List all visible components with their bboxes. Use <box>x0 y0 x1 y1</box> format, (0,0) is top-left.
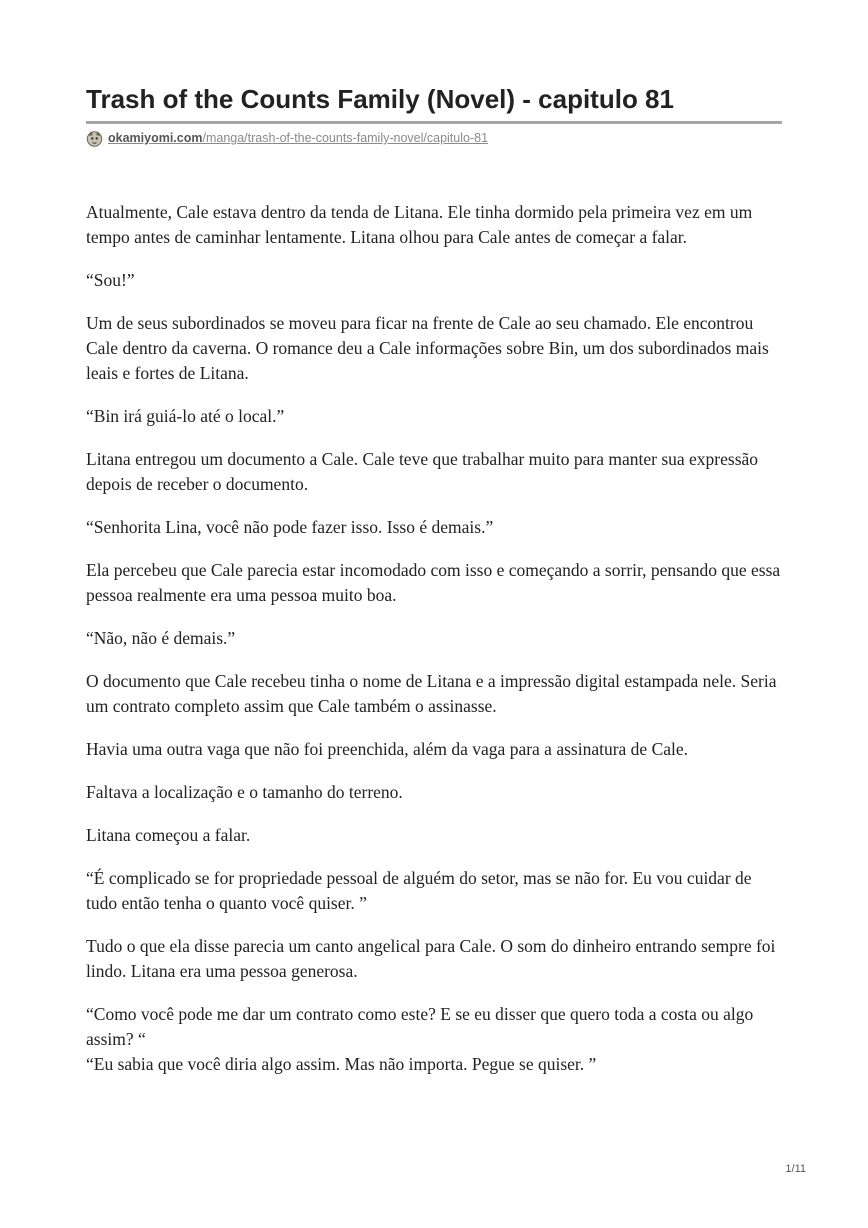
source-url-link[interactable] <box>108 131 488 145</box>
paragraph: “Não, não é demais.” <box>86 628 236 648</box>
chapter-text <box>86 200 786 1095</box>
paragraph: Havia uma outra vaga que não foi preenchida, além da vaga para a assinatura de Cale. <box>86 739 689 759</box>
paragraph: “É complicado se for propriedade pessoal de alguém do setor, mas se não for. Eu vou cuidar de tudo então tenha o quanto você quiser. ” <box>86 868 752 913</box>
paragraph: O documento que Cale recebeu tinha o nome de Litana e a impressão digital estampada nele. Seria um contrato completo assim que Cale também o assinasse. <box>86 671 777 716</box>
page-number: 1/11 <box>785 1163 806 1175</box>
paragraph: “Bin irá guiá-lo até o local.” <box>86 406 285 426</box>
paragraph: “Eu sabia que você diria algo assim. Mas não importa. Pegue se quiser. ” <box>86 1054 597 1074</box>
paragraph: “Como você pode me dar um contrato como este? E se eu disser que quero toda a costa ou algo assim? “ <box>86 1004 754 1049</box>
source-path: /manga/trash-of-the-counts-family-novel/capitulo-81 <box>202 131 489 145</box>
paragraph: Atualmente, Cale estava dentro da tenda de Litana. Ele tinha dormido pela primeira vez em um tempo antes de caminhar lentamente. Litana olhou para Cale antes de começar a falar. <box>86 202 753 247</box>
wolf-logo-icon <box>86 130 103 147</box>
source-line <box>86 128 488 148</box>
title-divider <box>86 121 782 124</box>
paragraph: Um de seus subordinados se moveu para ficar na frente de Cale ao seu chamado. Ele encontrou Cale dentro da caverna. O romance deu a Cale informações sobre Bin, um dos subordinados mais leais e fortes de Litana. <box>86 313 769 383</box>
paragraph: Litana entregou um documento a Cale. Cale teve que trabalhar muito para manter sua expressão depois de receber o documento. <box>86 449 759 494</box>
paragraph: Ela percebeu que Cale parecia estar incomodado com isso e começando a sorrir, pensando que essa pessoa realmente era uma pessoa muito boa. <box>86 560 781 605</box>
paragraph: Faltava a localização e o tamanho do terreno. <box>86 782 403 802</box>
page-title: Trash of the Counts Family (Novel) - capitulo 81 <box>86 84 674 114</box>
paragraph: “Senhorita Lina, você não pode fazer isso. Isso é demais.” <box>86 517 494 537</box>
paragraph: “Sou!” <box>86 270 135 290</box>
source-domain: okamiyomi.com <box>108 131 203 145</box>
paragraph: Tudo o que ela disse parecia um canto angelical para Cale. O som do dinheiro entrando sempre foi lindo. Litana era uma pessoa generosa. <box>86 936 776 981</box>
paragraph: Litana começou a falar. <box>86 825 251 845</box>
